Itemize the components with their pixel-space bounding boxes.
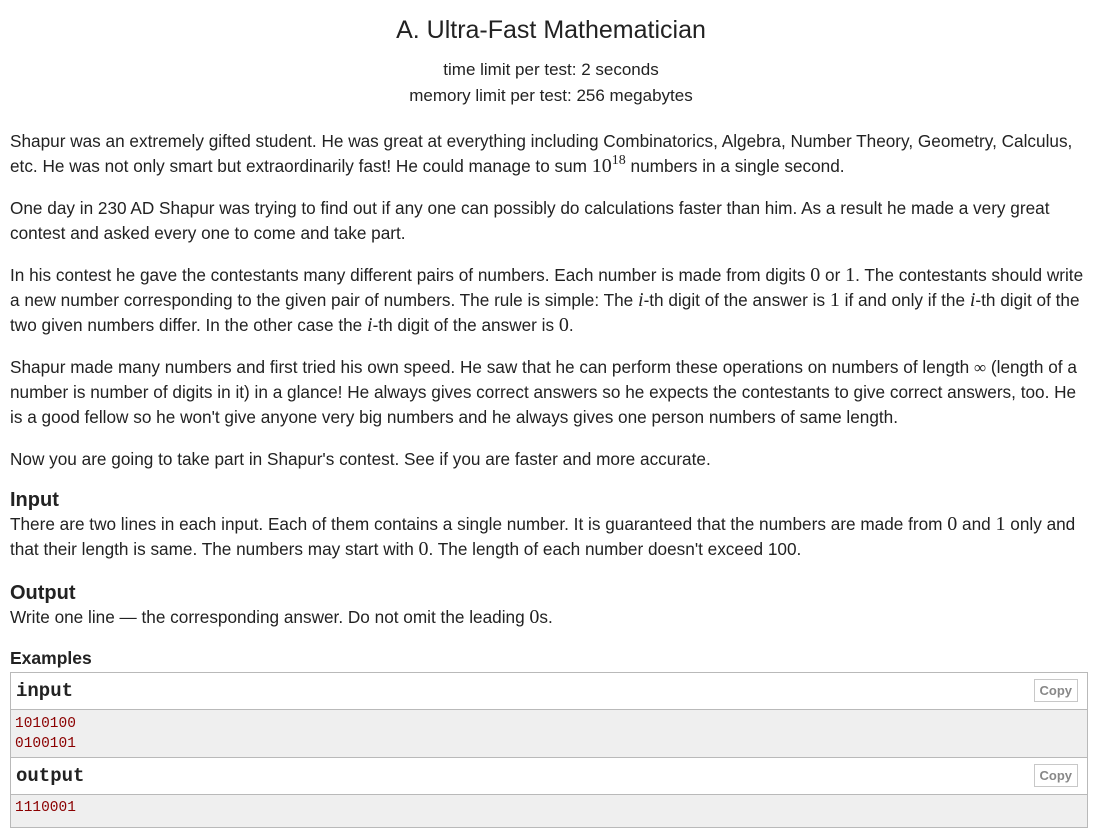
input-section-title: Input: [10, 489, 59, 511]
math-digit: 1: [829, 289, 840, 311]
math-digit: 0: [418, 538, 429, 560]
text-span: and: [957, 514, 996, 534]
text-span: or: [820, 265, 846, 285]
copy-output-button[interactable]: Copy: [1034, 764, 1079, 787]
math-digit: 0: [947, 513, 958, 535]
statement-paragraph-5: Now you are going to take part in Shapur's contest. See if you are faster and more accurate.: [10, 449, 711, 469]
input-section-body: [10, 512, 1092, 562]
output-section-body: [10, 605, 1092, 630]
examples-box: [10, 672, 1088, 828]
example-input-header: [11, 673, 1087, 710]
math-digit: 0: [810, 264, 821, 286]
example-input-line: 0100101: [15, 736, 76, 752]
examples-title: Examples: [10, 648, 92, 668]
text-span: -th digit of the answer is: [643, 290, 830, 310]
text-span: Shapur made many numbers and first tried his own speed. He saw that he can perform these operations on numbers of length: [10, 357, 974, 377]
statement-paragraph-4: [10, 355, 1092, 430]
math-digit: 1: [845, 264, 856, 286]
math-exponent: 18: [611, 153, 626, 168]
infinity-symbol: ∞: [974, 358, 987, 377]
example-output-line: 1110001: [15, 800, 76, 816]
math-base: 10: [591, 155, 612, 177]
math-digit: 1: [995, 513, 1006, 535]
example-input-body[interactable]: [11, 710, 1087, 758]
example-output-label: output: [16, 765, 85, 787]
output-section-title: Output: [10, 582, 76, 604]
example-output-header: [11, 758, 1087, 795]
text-span: only and that their length is same. The numbers may start with: [10, 514, 1076, 559]
memory-limit: memory limit per test: 256 megabytes: [409, 86, 693, 105]
text-span: . The contestants should write a new number corresponding to the given pair of numbers. The rule is simple: The: [10, 265, 1084, 310]
statement-paragraph-1: [10, 129, 1092, 179]
math-digit: 0: [558, 314, 569, 336]
example-input-line: 1010100: [15, 716, 76, 732]
text-span: if and only if the: [839, 290, 970, 310]
text-span: (length of a number is number of digits in it) in a glance! He always gives correct answers so he expects the contestants to give correct answers, too. He is a good fellow so he won't give anyone very big numbers and he always gives one person numbers of same length.: [10, 357, 1077, 427]
example-input-label: input: [16, 680, 74, 702]
text-span: There are two lines in each input. Each of them contains a single number. It is guaranteed that the numbers are made from: [10, 514, 948, 534]
math-variable: i: [969, 289, 976, 311]
text-span: In his contest he gave the contestants many different pairs of numbers. Each number is made from digits: [10, 265, 811, 285]
math-variable: i: [367, 314, 373, 336]
copy-input-button[interactable]: Copy: [1034, 679, 1079, 702]
text-span: Shapur was an extremely gifted student. He was great at everything including Combinatorics, Algebra, Number Theory, Geometry, Calculus, etc. He was not only smart but extraordinarily fast! He could manage to sum: [10, 131, 1073, 176]
statement-paragraph-3: [10, 263, 1092, 338]
example-output-body[interactable]: [11, 795, 1087, 827]
text-span: .: [568, 315, 574, 335]
time-limit: time limit per test: 2 seconds: [443, 60, 659, 79]
text-span: -th digit of the two given numbers differ. In the other case the: [10, 290, 1080, 335]
problem-title: A. Ultra-Fast Mathematician: [396, 16, 706, 44]
text-span: -th digit of the answer is: [372, 315, 559, 335]
text-span: Write one line — the corresponding answer. Do not omit the leading: [10, 607, 530, 627]
math-digit: 0: [529, 606, 540, 628]
text-span: numbers in a single second.: [625, 156, 845, 176]
text-span: . The length of each number doesn't exceed 100.: [428, 539, 802, 559]
math-variable: i: [638, 289, 644, 311]
text-span: s.: [539, 607, 553, 627]
statement-paragraph-2: One day in 230 AD Shapur was trying to find out if any one can possibly do calculations faster than him. As a result he made a very great contest and asked every one to come and take part.: [10, 198, 1050, 243]
